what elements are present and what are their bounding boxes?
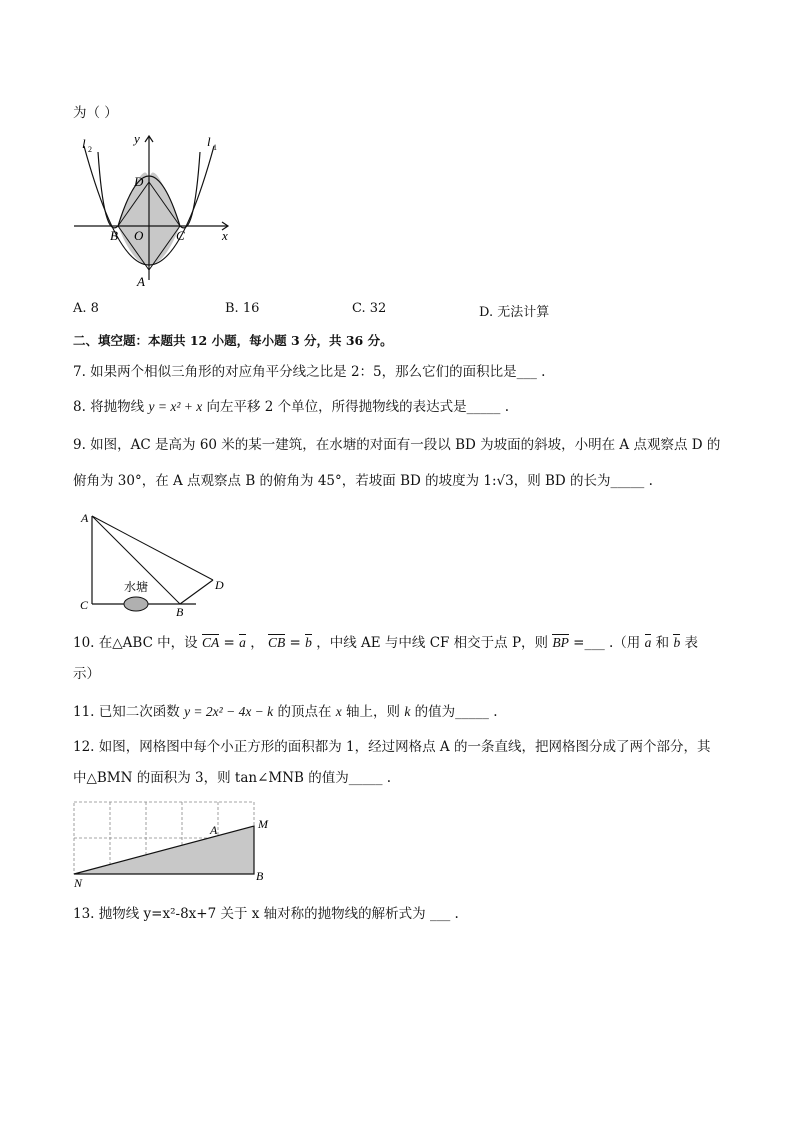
label-B: B (176, 605, 184, 618)
q9-building-figure (76, 508, 236, 618)
label-y: y (134, 131, 140, 146)
label-O: O (134, 228, 144, 243)
q12-line-2: 中△BMN 的面积为 3，则 tan∠MNB 的值为_____ . (73, 770, 392, 786)
vector-b: b (305, 635, 312, 650)
q8-text: 8. 将抛物线 y = x² + x 向左平移 2 个单位，所得抛物线的表达式是_____ . (73, 399, 510, 415)
label-C: C (176, 228, 185, 243)
q8-formula: y = x² + x (148, 399, 203, 414)
q6-question-tail: 为（ ） (73, 105, 118, 121)
label-A: A (137, 274, 145, 289)
q11-text: 11. 已知二次函数 y = 2x² − 4x − k 的顶点在 x 轴上，则 k 的值为_____ . (73, 704, 498, 720)
label-D: D (134, 174, 144, 189)
q6-option-a[interactable]: A. 8 (73, 301, 99, 316)
label-B: B (110, 228, 118, 243)
svg-text:1: 1 (213, 143, 217, 152)
q6-option-d[interactable]: D. 无法计算 (479, 305, 550, 320)
q11-formula: y = 2x² − 4x − k (184, 704, 274, 719)
label-B: B (256, 869, 264, 883)
label-M: M (258, 817, 268, 831)
label-l2: l (82, 136, 86, 151)
q9-line-2: 俯角为 30°，在 A 点观察点 B 的俯角为 45°，若坡面 BD 的坡度为 1:√3，则 BD 的长为_____ . (73, 473, 653, 489)
label-x: x (222, 228, 228, 243)
label-N: N (74, 876, 83, 890)
pond-label: 水塘 (124, 580, 149, 594)
sightline-ad (92, 516, 213, 580)
label-A: A (81, 511, 89, 525)
pond-shape (124, 597, 148, 611)
q12-line-1: 12. 如图，网格图中每个小正方形的面积都为 1，经过网格点 A 的一条直线，把网格图分成了两个部分，其 (73, 739, 711, 755)
label-C: C (80, 598, 89, 612)
section-title: 二、填空题：本题共 12 小题，每小题 3 分，共 36 分。 (73, 333, 393, 348)
slope-bd (180, 580, 213, 604)
vector-a: a (239, 635, 246, 650)
label-D: D (215, 578, 224, 592)
q12-grid-figure (70, 798, 280, 890)
label-l1: l (207, 134, 211, 149)
q10-line-2: 示） (73, 666, 100, 682)
vector-cb: CB (268, 635, 286, 650)
q6-option-c[interactable]: C. 32 (352, 301, 387, 316)
vector-bp: BP (552, 635, 569, 650)
q6-parabola-figure (70, 130, 240, 290)
q10-line-1: 10. 在△ABC 中，设 CA = a ， CB = b ，中线 AE 与中线 CF 相交于点 P，则 BP =___ .（用 a 和 b 表 (73, 635, 698, 651)
q9-line-1: 9. 如图，AC 是高为 60 米的某一建筑，在水塘的对面有一段以 BD 为坡面的斜坡，小明在 A 点观察点 D 的 (73, 437, 721, 453)
label-A: A (210, 823, 218, 837)
q7-text: 7. 如果两个相似三角形的对应角平分线之比是 2：5，那么它们的面积比是___ . (73, 364, 546, 380)
q13-text: 13. 抛物线 y=x²-8x+7 关于 x 轴对称的抛物线的解析式为 ___ . (73, 906, 459, 922)
q6-option-b[interactable]: B. 16 (225, 301, 260, 316)
svg-text:2: 2 (88, 145, 92, 154)
vector-ca: CA (201, 635, 220, 650)
triangle-bmn (74, 826, 254, 874)
